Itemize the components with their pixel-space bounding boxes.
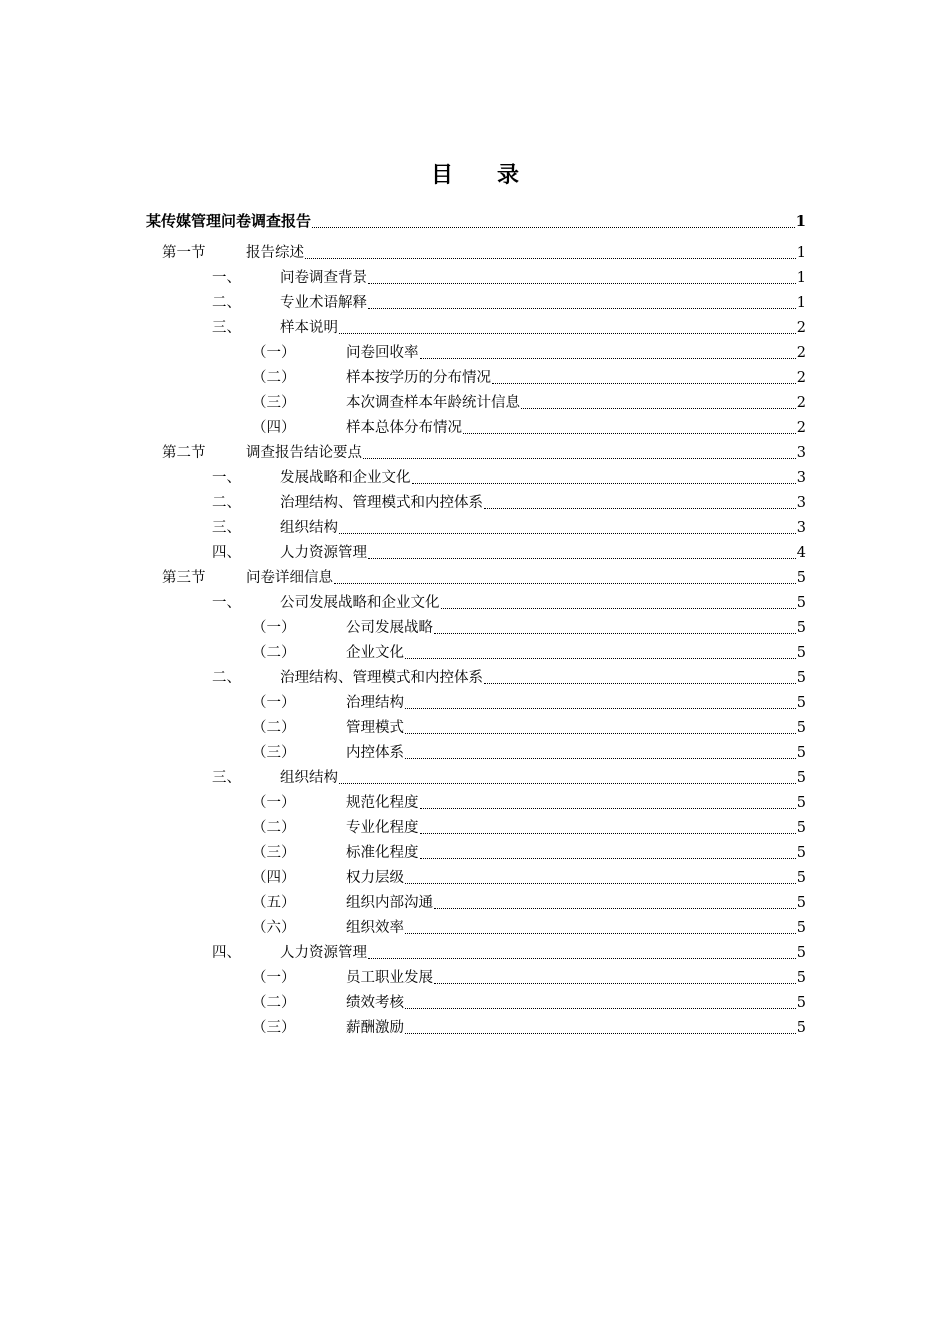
toc-entry-number: （二） xyxy=(252,645,296,661)
toc-entry[interactable] xyxy=(146,941,806,966)
toc-entry-page-number: 5 xyxy=(796,945,806,961)
toc-entry[interactable] xyxy=(146,541,806,566)
toc-entry-number: （三） xyxy=(252,395,296,411)
toc-entry-title: 员工职业发展 xyxy=(346,970,433,986)
toc-entry[interactable] xyxy=(146,991,806,1016)
toc-entry-title: 薪酬激励 xyxy=(346,1020,404,1036)
toc-entry-page-number: 5 xyxy=(796,1020,806,1036)
toc-entry-number: （二） xyxy=(252,370,296,386)
dot-leader xyxy=(434,633,796,634)
dot-leader xyxy=(405,733,796,734)
dot-leader xyxy=(368,308,796,309)
toc-entry[interactable] xyxy=(146,441,806,466)
toc-entry[interactable] xyxy=(146,316,806,341)
toc-entry-page-number: 5 xyxy=(796,820,806,836)
dot-leader xyxy=(368,958,796,959)
dot-leader xyxy=(420,808,796,809)
toc-entry-title: 组织结构 xyxy=(280,520,338,536)
toc-entry-number: （四） xyxy=(252,870,296,886)
toc-entry[interactable] xyxy=(146,616,806,641)
toc-entry[interactable] xyxy=(146,641,806,666)
toc-entry-number: （三） xyxy=(252,845,296,861)
toc-entry-number: 一、 xyxy=(212,270,241,286)
toc-entry[interactable] xyxy=(146,841,806,866)
toc-entry-page-number: 1 xyxy=(796,245,806,261)
dot-leader xyxy=(463,433,796,434)
toc-entry-title: 组织效率 xyxy=(346,920,404,936)
toc-entry-title: 治理结构 xyxy=(346,695,404,711)
toc-entry-number: （一） xyxy=(252,695,296,711)
toc-entry-page-number: 2 xyxy=(796,420,806,436)
toc-entry-number: 三、 xyxy=(212,320,241,336)
toc-entry-number: （五） xyxy=(252,895,296,911)
toc-entry-number: 第二节 xyxy=(162,445,206,461)
toc-entry-page-number: 5 xyxy=(796,920,806,936)
toc-entry-title: 治理结构、管理模式和内控体系 xyxy=(280,495,483,511)
dot-leader xyxy=(405,1033,796,1034)
toc-entry-title: 发展战略和企业文化 xyxy=(280,470,411,486)
dot-leader xyxy=(484,508,796,509)
dot-leader xyxy=(305,258,796,259)
dot-leader xyxy=(420,833,796,834)
toc-entry-number: 四、 xyxy=(212,945,241,961)
toc-entry-title: 绩效考核 xyxy=(346,995,404,1011)
toc-entry[interactable] xyxy=(146,691,806,716)
toc-entry-title: 专业术语解释 xyxy=(280,295,367,311)
toc-entry-title: 组织内部沟通 xyxy=(346,895,433,911)
toc-entry[interactable] xyxy=(146,791,806,816)
toc-entry-number: 一、 xyxy=(212,595,241,611)
toc-entry-title: 标准化程度 xyxy=(346,845,419,861)
toc-entry[interactable] xyxy=(146,916,806,941)
dot-leader xyxy=(405,933,796,934)
toc-entry[interactable] xyxy=(146,291,806,316)
toc-entry-title: 问卷调查背景 xyxy=(280,270,367,286)
toc-entry-number: 二、 xyxy=(212,495,241,511)
toc-entry-title: 样本说明 xyxy=(280,320,338,336)
toc-entry-title: 样本按学历的分布情况 xyxy=(346,370,491,386)
dot-leader xyxy=(339,333,796,334)
toc-entry[interactable] xyxy=(146,266,806,291)
toc-entry[interactable] xyxy=(146,866,806,891)
toc-entry-page-number: 4 xyxy=(796,545,806,561)
toc-entry-title: 调查报告结论要点 xyxy=(246,445,362,461)
toc-entry[interactable] xyxy=(146,816,806,841)
table-of-contents xyxy=(146,208,806,1041)
toc-entry[interactable] xyxy=(146,1016,806,1041)
dot-leader xyxy=(434,983,796,984)
toc-entry-page-number: 5 xyxy=(796,670,806,686)
toc-entry-number: （二） xyxy=(252,995,296,1011)
dot-leader xyxy=(405,658,796,659)
dot-leader xyxy=(334,583,796,584)
dot-leader xyxy=(412,483,796,484)
toc-entry[interactable] xyxy=(146,491,806,516)
toc-entry-page-number: 3 xyxy=(796,470,806,486)
dot-leader xyxy=(521,408,796,409)
toc-entry-number: 二、 xyxy=(212,670,241,686)
toc-entry-page-number: 5 xyxy=(796,995,806,1011)
toc-entry[interactable] xyxy=(146,716,806,741)
toc-entry[interactable] xyxy=(146,516,806,541)
toc-entry-number: （一） xyxy=(252,970,296,986)
toc-entry-title: 内控体系 xyxy=(346,745,404,761)
toc-entry-page-number: 5 xyxy=(796,870,806,886)
toc-entry[interactable] xyxy=(146,341,806,366)
toc-entry-title: 专业化程度 xyxy=(346,820,419,836)
toc-entry-number: （二） xyxy=(252,720,296,736)
toc-entry-page-number: 5 xyxy=(796,570,806,586)
toc-entry-title: 问卷详细信息 xyxy=(246,570,333,586)
toc-entry-page-number: 1 xyxy=(796,270,806,286)
toc-entry[interactable] xyxy=(146,416,806,441)
toc-entry-number: （三） xyxy=(252,1020,296,1036)
toc-entry-page-number: 5 xyxy=(796,745,806,761)
toc-entry-page-number: 1 xyxy=(795,212,806,230)
toc-entry-title: 权力层级 xyxy=(346,870,404,886)
toc-entry-page-number: 5 xyxy=(796,720,806,736)
toc-entry[interactable] xyxy=(146,241,806,266)
dot-leader xyxy=(405,1008,796,1009)
toc-entry[interactable] xyxy=(146,966,806,991)
toc-entry-number: （二） xyxy=(252,820,296,836)
toc-entry-page-number: 5 xyxy=(796,845,806,861)
toc-entry-number: （一） xyxy=(252,345,296,361)
toc-entry-title: 治理结构、管理模式和内控体系 xyxy=(280,670,483,686)
toc-entry-title: 规范化程度 xyxy=(346,795,419,811)
toc-entry-page-number: 3 xyxy=(796,520,806,536)
dot-leader xyxy=(368,283,796,284)
dot-leader xyxy=(441,608,796,609)
toc-entry-page-number: 3 xyxy=(796,495,806,511)
toc-entry-number: （一） xyxy=(252,795,296,811)
title-char-2: 录 xyxy=(497,162,520,188)
page-title xyxy=(0,158,950,189)
toc-entry-title: 某传媒管理问卷调查报告 xyxy=(146,212,312,230)
dot-leader xyxy=(420,858,796,859)
toc-entry[interactable] xyxy=(146,466,806,491)
toc-entry-number: 三、 xyxy=(212,770,241,786)
toc-entry[interactable] xyxy=(146,591,806,616)
toc-entry-title: 人力资源管理 xyxy=(280,545,367,561)
toc-entry-title: 样本总体分布情况 xyxy=(346,420,462,436)
toc-entry[interactable] xyxy=(146,766,806,791)
dot-leader xyxy=(368,558,796,559)
toc-entry-title: 报告综述 xyxy=(246,245,304,261)
toc-entry-page-number: 2 xyxy=(796,370,806,386)
toc-entry-title: 企业文化 xyxy=(346,645,404,661)
toc-entry[interactable] xyxy=(146,366,806,391)
toc-entry-page-number: 3 xyxy=(796,445,806,461)
toc-entry-number: 四、 xyxy=(212,545,241,561)
toc-entry-number: 一、 xyxy=(212,470,241,486)
toc-entry-number: （一） xyxy=(252,620,296,636)
toc-entry-page-number: 2 xyxy=(796,320,806,336)
toc-entry-title: 公司发展战略 xyxy=(346,620,433,636)
dot-leader xyxy=(492,383,796,384)
dot-leader xyxy=(339,533,796,534)
toc-entry-number: 第一节 xyxy=(162,245,206,261)
dot-leader xyxy=(363,458,796,459)
toc-entry-title: 管理模式 xyxy=(346,720,404,736)
toc-entry-number: （六） xyxy=(252,920,296,936)
toc-entry-page-number: 5 xyxy=(796,595,806,611)
toc-entry[interactable] xyxy=(146,391,806,416)
dot-leader xyxy=(312,227,795,228)
toc-entry-title: 公司发展战略和企业文化 xyxy=(280,595,440,611)
dot-leader xyxy=(420,358,796,359)
toc-entry-title: 人力资源管理 xyxy=(280,945,367,961)
dot-leader xyxy=(405,883,796,884)
toc-entry-page-number: 1 xyxy=(796,295,806,311)
toc-entry-page-number: 5 xyxy=(796,695,806,711)
dot-leader xyxy=(405,758,796,759)
toc-entry-page-number: 5 xyxy=(796,645,806,661)
dot-leader xyxy=(405,708,796,709)
toc-entry-title: 问卷回收率 xyxy=(346,345,419,361)
toc-entry-page-number: 2 xyxy=(796,345,806,361)
toc-entry[interactable] xyxy=(146,741,806,766)
toc-entry-main[interactable] xyxy=(146,208,806,235)
toc-entry-number: （四） xyxy=(252,420,296,436)
toc-entry-page-number: 5 xyxy=(796,620,806,636)
toc-entry-number: 三、 xyxy=(212,520,241,536)
toc-entry-title: 本次调查样本年龄统计信息 xyxy=(346,395,520,411)
toc-entry-page-number: 5 xyxy=(796,895,806,911)
title-char-1: 目 xyxy=(430,162,453,188)
toc-entry-number: （三） xyxy=(252,745,296,761)
toc-entry-title: 组织结构 xyxy=(280,770,338,786)
toc-entry-page-number: 5 xyxy=(796,770,806,786)
toc-entry-page-number: 2 xyxy=(796,395,806,411)
toc-entry-page-number: 5 xyxy=(796,795,806,811)
dot-leader xyxy=(484,683,796,684)
toc-entry[interactable] xyxy=(146,666,806,691)
toc-entry[interactable] xyxy=(146,891,806,916)
toc-entry-page-number: 5 xyxy=(796,970,806,986)
toc-entry-number: 二、 xyxy=(212,295,241,311)
toc-entry[interactable] xyxy=(146,566,806,591)
toc-entry-number: 第三节 xyxy=(162,570,206,586)
dot-leader xyxy=(434,908,796,909)
dot-leader xyxy=(339,783,796,784)
